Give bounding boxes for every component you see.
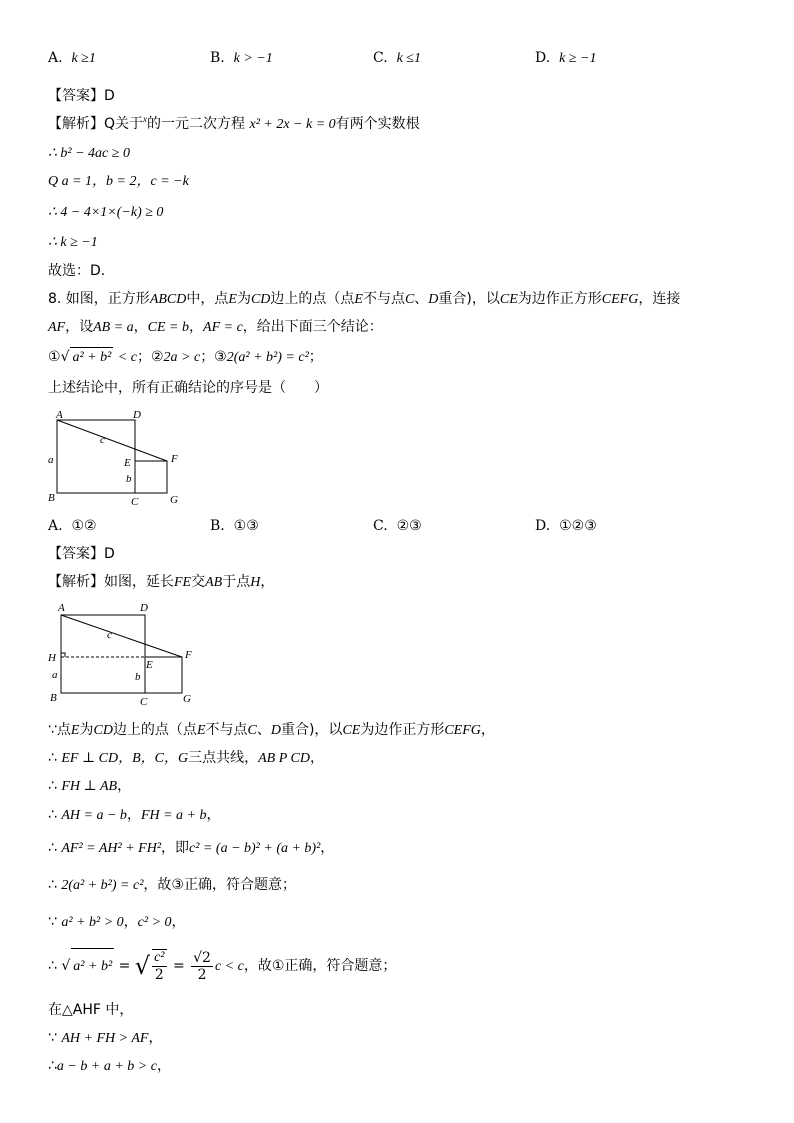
q7-analysis-line-5: ∴ k ≥ −1: [48, 235, 98, 250]
q8-step-4: ∴ AH = a − b，FH = a + b，: [48, 807, 221, 823]
q8-analysis-intro: 【解析】如图，延长FE交AB于点H，: [48, 574, 275, 590]
label-b: B: [50, 692, 57, 704]
label-f: F: [171, 453, 178, 465]
q8-option-d: D. ①②③: [535, 518, 597, 534]
label-g: G: [183, 693, 191, 705]
q8-step-3: ∴ FH ⊥ AB，: [48, 778, 132, 794]
q7-option-d: D. k ≥ −1: [535, 50, 597, 66]
label-c: C: [140, 696, 148, 708]
label-d: D: [133, 409, 141, 421]
label-side-b: b: [126, 473, 132, 485]
label-side-c: c: [100, 434, 105, 446]
q8-step-1: ∵点E为CD边上的点（点E不与点C、D重合)，以CE为边作正方形CEFG，: [48, 722, 495, 738]
q7-analysis-line-6: 故选：D．: [48, 263, 115, 279]
q8-step-2: ∴ EF ⊥ CD，B，C，G三点共线，AB P CD，: [48, 750, 324, 766]
q8-option-b: B. ①③: [210, 518, 259, 534]
q8-figure-2: [44, 598, 204, 708]
label-g: G: [170, 494, 178, 506]
q8-step-5: ∴ AF² = AH² + FH²，即c² = (a − b)² + (a + b)²，: [48, 840, 335, 856]
q8-step-9: 在△AHF 中，: [48, 1002, 134, 1018]
label-side-c: c: [107, 629, 112, 641]
q8-option-c: C. ②③: [373, 518, 422, 534]
q8-stem-line-2: AF，设AB = a，CE = b，AF = c，给出下面三个结论：: [48, 319, 383, 335]
q7-answer: 【答案】D: [48, 88, 115, 104]
q8-option-a: A. ①②: [48, 518, 97, 534]
label-a: A: [56, 409, 63, 421]
q7-option-b: B. k > −1: [210, 50, 273, 66]
q8-stem-line-1: 8. 如图，正方形ABCD中，点E为CD边上的点（点E不与点C、D重合)，以CE为边作正方形CEFG，连接: [48, 291, 681, 307]
label-a: A: [58, 602, 65, 614]
square-cefg: [135, 461, 167, 493]
q8-conclusions: ①√ a² + b² < c；②2a > c；③2(a² + b²) = c²；: [48, 347, 323, 368]
q7-analysis-line-4: ∴ 4 − 4×1×(−k) ≥ 0: [48, 205, 164, 220]
label-side-a: a: [52, 669, 58, 681]
q8-step-10: ∵ AH + FH > AF，: [48, 1030, 163, 1046]
label-e: E: [124, 457, 131, 469]
label-d: D: [140, 602, 148, 614]
segment-af: [57, 420, 167, 461]
label-c: C: [131, 496, 139, 506]
q8-step-11: ∴a − b + a + b > c，: [48, 1058, 171, 1074]
q7-analysis-line-3: Q a = 1，b = 2，c = −k: [48, 174, 189, 189]
q7-option-c: C. k ≤1: [373, 50, 421, 66]
square-abcd: [61, 615, 145, 693]
label-side-b: b: [135, 671, 141, 683]
label-b: B: [48, 492, 55, 504]
segment-af: [61, 615, 182, 657]
label-e: E: [146, 659, 153, 671]
q8-step-6: ∴ 2(a² + b²) = c²，故③正确，符合题意；: [48, 877, 296, 893]
q7-analysis-line-2: ∴ b² − 4ac ≥ 0: [48, 146, 130, 161]
right-angle-mark: [61, 653, 65, 657]
q8-step-8: ∴ √ a² + b² = √ $\frac{\text{c²}}{2}$ = $\frac{√2}{2}$ c < c，故①正确，符合题意；: [48, 949, 397, 983]
label-side-a: a: [48, 454, 54, 466]
q8-figure-1: [44, 406, 194, 506]
q8-question: 上述结论中，所有正确结论的序号是（ ）: [48, 380, 328, 396]
q8-step-7: ∵ a² + b² > 0，c² > 0，: [48, 914, 186, 930]
label-h: H: [48, 652, 56, 664]
q7-option-a: A. k ≥1: [48, 50, 96, 66]
q7-analysis-line-1: 【解析】Q关于$^x$的一元二次方程 x² + 2x − k = 0有两个实数根: [48, 114, 420, 132]
q8-answer: 【答案】D: [48, 546, 115, 562]
label-f: F: [185, 649, 192, 661]
